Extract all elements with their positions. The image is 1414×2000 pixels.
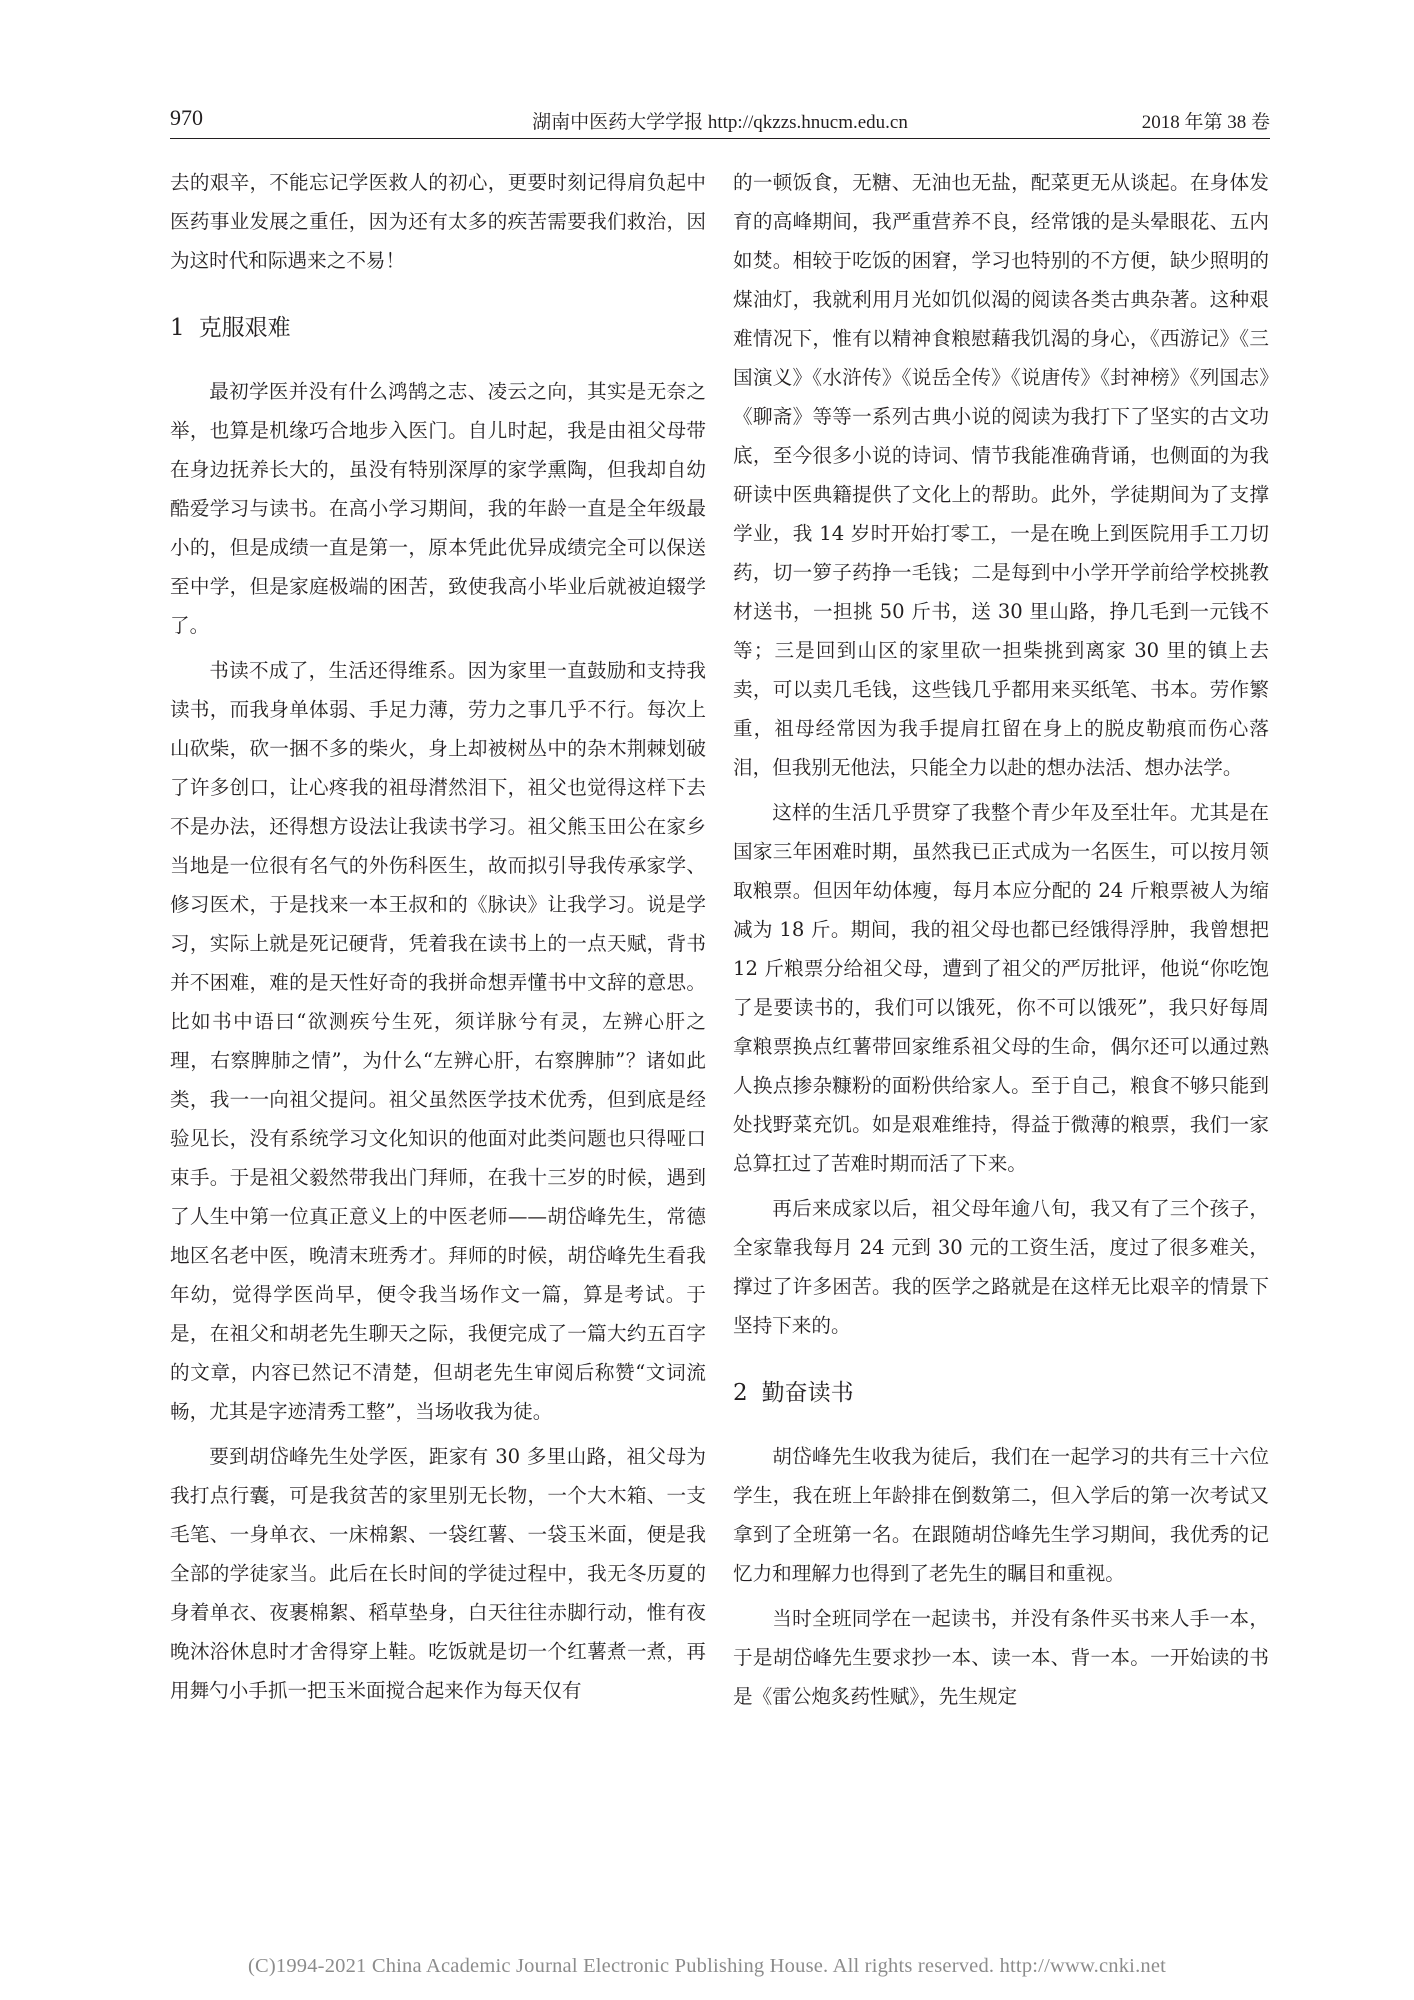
paragraph-continued: 的一顿饭食，无糖、无油也无盐，配菜更无从谈起。在身体发育的高峰期间，我严重营养不良，经常饿的是头晕眼花、五内如焚。相较于吃饭的困窘，学习也特别的不方便，缺少照明的煤油灯，我就利用月光如饥似渴的阅读各类古典杂著。这种艰难情况下，惟有以精神食粮慰藉我饥渴的身心，《西游记》《三国演义》《水浒传》《说岳全传》《说唐传》《封神榜》《列国志》《聊斋》等等一系列古典小说的阅读为我打下了坚实的古文功底，至今很多小说的诗词、情节我能准确背诵，也侧面的为我研读中医典籍提供了文化上的帮助。此外，学徒期间为了支撑学业，我 14 岁时开始打零工，一是在晚上到医院用手工刀切药，切一箩子药挣一毛钱；二是每到中小学开学前给学校挑教材送书，一担挑 50 斤书，送 30 里山路，挣几毛到一元钱不等；三是回到山区的家里砍一担柴挑到离家 30 里的镇上去卖，可以卖几毛钱，这些钱几乎都用来买纸笔、书本。劳作繁重，祖母经常因为我手提肩扛留在身上的脱皮勒痕而伤心落泪，但我别无他法，只能全力以赴的想办法活、想办法学。 [733, 171, 1269, 779]
section-heading-2 [733, 1373, 1269, 1413]
paragraph: 最初学医并没有什么鸿鹄之志、凌云之向，其实是无奈之举，也算是机缘巧合地步入医门。自儿时起，我是由祖父母带在身边抚养长大的，虽没有特别深厚的家学熏陶，但我却自幼酷爱学习与读书。在高小学习期间，我的年龄一直是全年级最小的，但是成绩一直是第一，原本凭此优异成绩完全可以保送至中学，但是家庭极端的困苦，致使我高小毕业后就被迫辍学了。 [170, 380, 706, 637]
left-column [170, 163, 706, 1918]
section-number: 2 [733, 1380, 748, 1406]
paragraph: 要到胡岱峰先生处学医，距家有 30 多里山路，祖父母为我打点行囊，可是我贫苦的家里别无长物，一个大木箱、一支毛笔、一身单衣、一床棉絮、一袋红薯、一袋玉米面，便是我全部的学徒家当。此后在长时间的学徒过程中，我无冬历夏的身着单衣、夜裹棉絮、稻草垫身，白天往往赤脚行动，惟有夜晚沐浴休息时才舍得穿上鞋。吃饭就是切一个红薯煮一煮，再用舞勺小手抓一把玉米面搅合起来作为每天仅有 [170, 1445, 706, 1702]
copyright-footer: (C)1994-2021 China Academic Journal Electronic Publishing House. All rights reserved. http://www.cnki.net [247, 1955, 1167, 1977]
section-title: 克服艰难 [198, 315, 291, 341]
header-divider [170, 138, 1270, 139]
volume-label: 2018 年第 38 卷 [1141, 112, 1270, 133]
paragraph: 这样的生活几乎贯穿了我整个青少年及至壮年。尤其是在国家三年困难时期，虽然我已正式成为一名医生，可以按月领取粮票。但因年幼体瘦，每月本应分配的 24 斤粮票被人为缩减为 18 斤。期间，我的祖父母也都已经饿得浮肿，我曾想把 12 斤粮票分给祖父母，遭到了祖父的严厉批评，他说“你吃饱了是要读书的，我们可以饿死，你不可以饿死”，我只好每周拿粮票换点红薯带回家维系祖父母的生命，偶尔还可以通过熟人换点掺杂糠粉的面粉供给家人。至于自己，粮食不够只能到处找野菜充饥。如是艰难维持，得益于微薄的粮票，我们一家总算扛过了苦难时期而活了下来。 [733, 801, 1269, 1175]
journal-title: 湖南中医药大学学报 http://qkzzs.hnucm.edu.cn [532, 112, 908, 133]
running-header [170, 105, 1270, 141]
section-heading-1 [170, 308, 706, 348]
paragraph: 再后来成家以后，祖父母年逾八旬，我又有了三个孩子，全家靠我每月 24 元到 30 元的工资生活，度过了很多难关，撑过了许多困苦。我的医学之路就是在这样无比艰辛的情景下坚持下来的。 [733, 1197, 1269, 1337]
paragraph: 当时全班同学在一起读书，并没有条件买书来人手一本，于是胡岱峰先生要求抄一本、读一本、背一本。一开始读的书是《雷公炮炙药性赋》，先生规定 [733, 1607, 1269, 1708]
paragraph: 书读不成了，生活还得维系。因为家里一直鼓励和支持我读书，而我身单体弱、手足力薄，劳力之事几乎不行。每次上山砍柴，砍一捆不多的柴火，身上却被树丛中的杂木荆棘划破了许多创口，让心疼我的祖母潸然泪下，祖父也觉得这样下去不是办法，还得想方设法让我读书学习。祖父熊玉田公在家乡当地是一位很有名气的外伤科医生，故而拟引导我传承家学、修习医术，于是找来一本王叔和的《脉诀》让我学习。说是学习，实际上就是死记硬背，凭着我在读书上的一点天赋，背书并不困难，难的是天性好奇的我拼命想弄懂书中文辞的意思。比如书中语曰“欲测疾兮生死，须详脉兮有灵，左辨心肝之理，右察脾肺之情”，为什么“左辨心肝，右察脾肺”？诸如此类，我一一向祖父提问。祖父虽然医学技术优秀，但到底是经验见长，没有系统学习文化知识的他面对此类问题也只得哑口束手。于是祖父毅然带我出门拜师，在我十三岁的时候，遇到了人生中第一位真正意义上的中医老师——胡岱峰先生，常德地区名老中医，晚清末班秀才。拜师的时候，胡岱峰先生看我年幼，觉得学医尚早，便令我当场作文一篇，算是考试。于是，在祖父和胡老先生聊天之际，我便完成了一篇大约五百字的文章，内容已然记不清楚，但胡老先生审阅后称赞“文词流畅，尤其是字迹清秀工整”，当场收我为徒。 [170, 659, 706, 1423]
page-number: 970 [170, 105, 203, 130]
right-column [733, 163, 1269, 1918]
section-number: 1 [170, 315, 185, 341]
paragraph: 胡岱峰先生收我为徒后，我们在一起学习的共有三十六位学生，我在班上年龄排在倒数第二，但入学后的第一次考试又拿到了全班第一名。在跟随胡岱峰先生学习期间，我优秀的记忆力和理解力也得到了老先生的瞩目和重视。 [733, 1445, 1269, 1585]
section-title: 勤奋读书 [761, 1380, 854, 1406]
paragraph-continued: 去的艰辛，不能忘记学医救人的初心，更要时刻记得肩负起中医药事业发展之重任，因为还有太多的疾苦需要我们救治，因为这时代和际遇来之不易！ [170, 171, 706, 272]
